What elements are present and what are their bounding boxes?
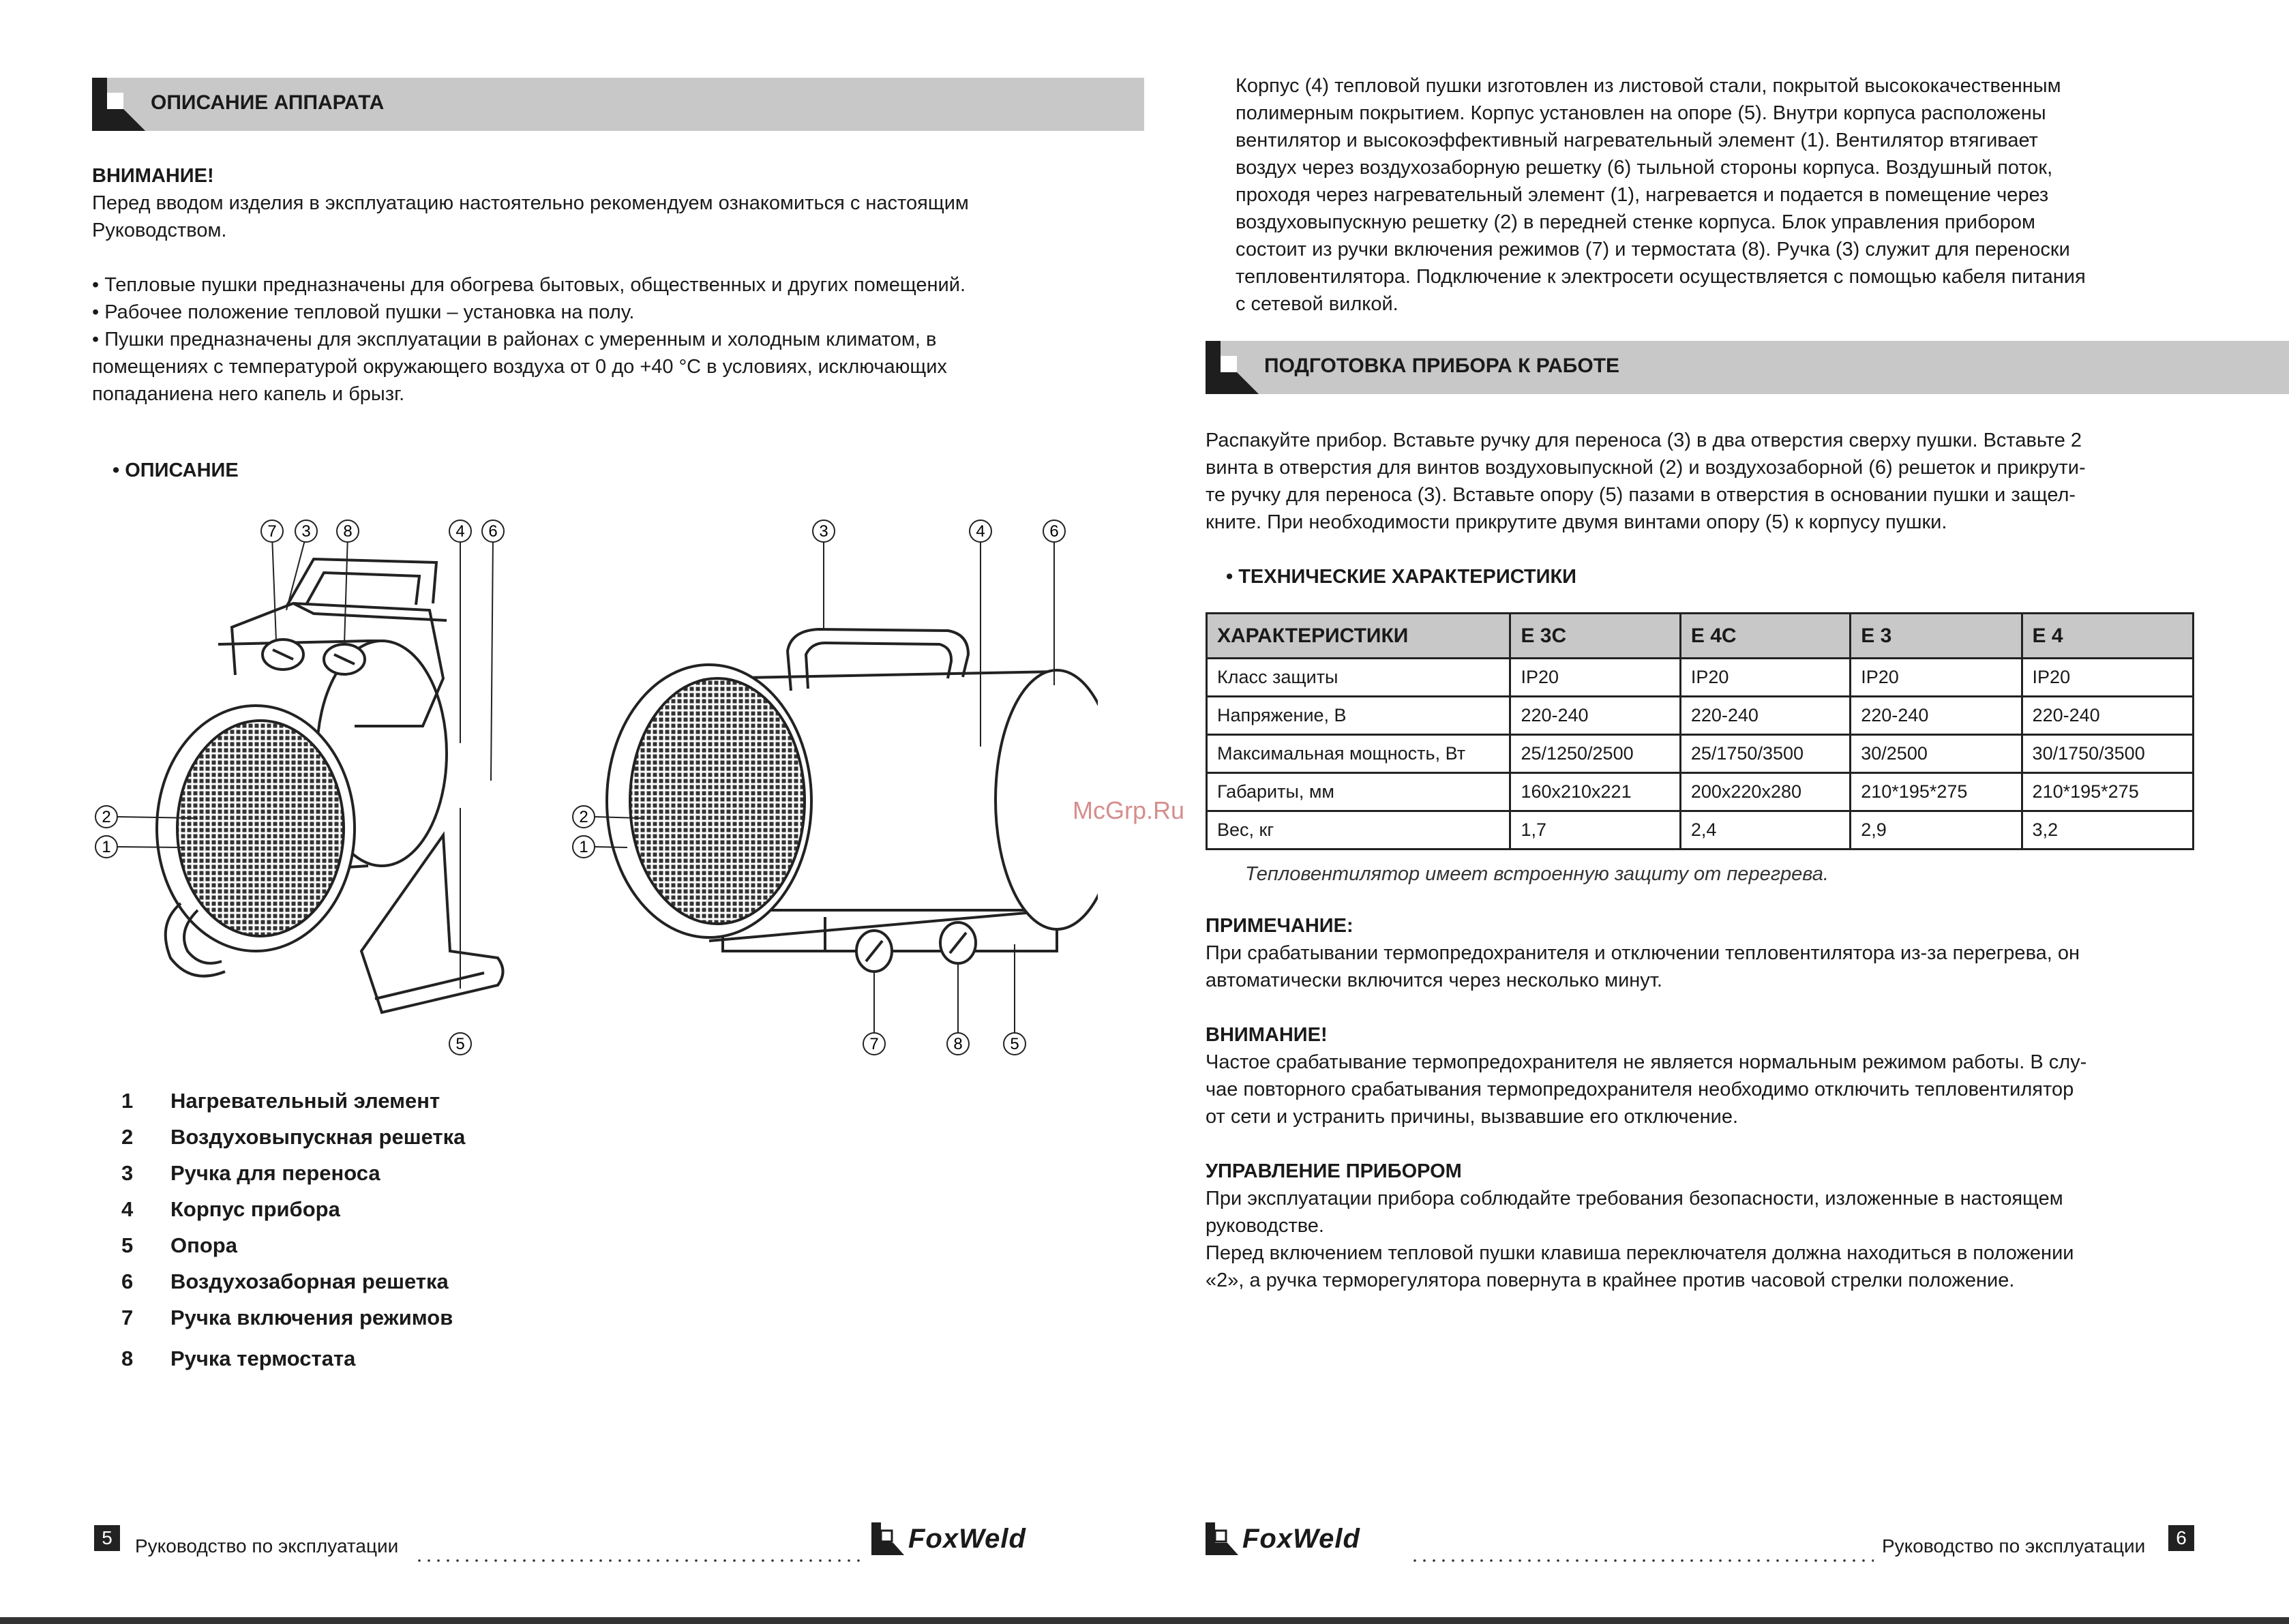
table-row: Напряжение, В 220-240 220-240 220-240 220-240: [1207, 697, 2194, 735]
svg-text:8: 8: [343, 522, 353, 541]
section-header-preparation: [1206, 341, 2289, 394]
callout-6: [482, 520, 504, 542]
heater-side-illustration: [566, 508, 1098, 1067]
callout-1: [95, 836, 117, 858]
parts-list: 1 Нагревательный элемент 2 Воздуховыпускная решетка 3 Ручка для переноса 4 Корпус прибора 5 Опора 6 Воздухозаборная решетка 7 Ручка включения режимов 8 Ручка термостата: [121, 1089, 466, 1370]
table-row: Класс защиты IP20 IP20 IP20 IP20: [1207, 659, 2194, 697]
watermark: McGrp.Ru: [1073, 796, 1185, 824]
brand-name: FoxWeld: [1242, 1524, 1360, 1554]
tech-specs-title: • ТЕХНИЧЕСКИЕ ХАРАКТЕРИСТИКИ: [1226, 566, 1577, 588]
foxweld-logo-icon: [1206, 1522, 1238, 1555]
table-header: Е 3С: [1510, 614, 1680, 659]
header-corner-icon: [1206, 341, 1259, 394]
brand-logo: [871, 1522, 1096, 1557]
callout-7: [261, 520, 283, 542]
note-title: ПРИМЕЧАНИЕ:: [1206, 915, 1353, 937]
callout-8: [337, 520, 359, 542]
callout-3: [813, 520, 835, 542]
control-title: УПРАВЛЕНИЕ ПРИБОРОМ: [1206, 1160, 1462, 1182]
warning-text: Перед вводом изделия в эксплуатацию настоятельно рекомендуем ознакомиться с настоящим Руководством.: [92, 192, 969, 241]
body-description: Корпус (4) тепловой пушки изготовлен из листовой стали, покрытой высококачественным полимерным покрытием. Корпус установлен на опоре (5). Внутри корпуса расположены вентилятор и высокоэффективный нагревательный элемент (1). Вентилятор втягивает воздух через воздухозаборную решетку (6) тыльной стороны корпуса. Воздушный поток, проходя через нагревательный элемент (1), нагревается и подается в помещение через воздуховыпускную решетку (2) в передней стенке корпуса. Блок управления прибором состоит из ручки включения режимов (7) и термостата (8). Ручка (3) служит для переноски тепловентилятора. Подключение к электросети осуществляется с помощью кабеля питания с сетевой вилкой.: [1236, 75, 2086, 315]
page-number: 5: [94, 1525, 120, 1551]
table-header: Е 3: [1851, 614, 2022, 659]
svg-text:2: 2: [579, 808, 588, 826]
svg-text:3: 3: [301, 522, 311, 541]
footer-dots: [415, 1559, 865, 1562]
callout-6: [1043, 520, 1065, 542]
table-note: Тепловентилятор имеет встроенную защиту от перегрева.: [1245, 863, 1829, 885]
warning-text: Частое срабатывание термопредохранителя не является нормальным режимом работы. В слу- чае повторного срабатывания термопредохранителя необходимо отключить тепловентилятор от сети и устранить причины, вызвавшие его отключение.: [1206, 1051, 2087, 1128]
specs-table: [1206, 612, 2194, 850]
footer-text: Руководство по эксплуатации: [1882, 1535, 2146, 1557]
footer-dots: [1410, 1559, 1874, 1562]
warning-title: ВНИМАНИЕ!: [92, 165, 214, 187]
svg-text:5: 5: [1010, 1035, 1019, 1053]
heater-front-illustration: [82, 508, 532, 1067]
svg-text:2: 2: [102, 808, 111, 826]
svg-text:5: 5: [455, 1035, 465, 1053]
preparation-text: Распакуйте прибор. Вставьте ручку для переноса (3) в два отверстия сверху пушки. Вставьте 2 винта в отверстия для винтов воздуховыпускной (2) и воздухозаборной (6) решеток и прикрути- те ручку для переноса (3). Вставьте опору (5) пазами в отверстия в основании пушки и защел- кните. При необходимости прикрутите двумя винтами опору (5) к корпусу пушки.: [1206, 430, 2086, 533]
svg-text:6: 6: [1049, 522, 1059, 541]
table-header-row: [1207, 614, 2194, 659]
svg-text:4: 4: [455, 522, 465, 541]
callout-1: [573, 836, 595, 858]
callout-2: [95, 806, 117, 828]
callout-5: [1004, 1033, 1026, 1055]
control-text: При эксплуатации прибора соблюдайте требования безопасности, изложенные в настоящем руководстве. Перед включением тепловой пушки клавиша переключателя должна находиться в положении «2», а ручка терморегулятора повернута в крайнее против часовой стрелки положение.: [1206, 1188, 2074, 1291]
svg-text:1: 1: [579, 838, 588, 856]
brand-logo: [1206, 1522, 1431, 1557]
svg-text:7: 7: [267, 522, 277, 541]
section-title: ОПИСАНИЕ АППАРАТА: [151, 91, 385, 114]
callout-3: [295, 520, 317, 542]
callout-8: [947, 1033, 969, 1055]
section-header-description: [92, 78, 1144, 131]
brand-name: FoxWeld: [908, 1524, 1026, 1554]
svg-text:6: 6: [488, 522, 498, 541]
callout-4: [449, 520, 471, 542]
table-row: Максимальная мощность, Вт 25/1250/2500 25/1750/3500 30/2500 30/1750/3500: [1207, 735, 2194, 773]
callout-4: [970, 520, 991, 542]
callout-7: [863, 1033, 885, 1055]
table-header: Е 4: [2022, 614, 2193, 659]
page-number: 6: [2168, 1525, 2194, 1551]
callout-2: [573, 806, 595, 828]
svg-text:4: 4: [976, 522, 985, 541]
svg-text:7: 7: [869, 1035, 879, 1053]
svg-text:3: 3: [819, 522, 828, 541]
page-bottom-bar: [0, 1617, 2289, 1624]
section-title: ПОДГОТОВКА ПРИБОРА К РАБОТЕ: [1264, 355, 1620, 377]
svg-text:1: 1: [102, 838, 111, 856]
footer-text: Руководство по эксплуатации: [135, 1535, 399, 1557]
description-title: • ОПИСАНИЕ: [113, 460, 239, 481]
table-row: Габариты, мм 160х210х221 200х220х280 210*195*275 210*195*275: [1207, 773, 2194, 811]
warning-title: ВНИМАНИЕ!: [1206, 1024, 1328, 1046]
note-text: При срабатывании термопредохранителя и отключении тепловентилятора из-за перегрева, он автоматически включится через несколько минут.: [1206, 942, 2080, 991]
header-corner-icon: [92, 78, 145, 131]
callout-5: [449, 1033, 471, 1055]
table-row: Вес, кг 1,7 2,4 2,9 3,2: [1207, 811, 2194, 849]
svg-text:8: 8: [953, 1035, 963, 1053]
usage-bullets: • Тепловые пушки предназначены для обогрева бытовых, общественных и других помещений. • Рабочее положение тепловой пушки – установка на полу. • Пушки предназначены для эксплуатации в районах с умеренным и холодным климатом, в помещениях с температурой окружающего воздуха от 0 до +40 °С в условиях, исключающих попаданиена него капель и брызг.: [92, 274, 966, 405]
table-header: ХАРАКТЕРИСТИКИ: [1207, 614, 1510, 659]
table-header: Е 4С: [1680, 614, 1850, 659]
foxweld-logo-icon: [871, 1522, 904, 1555]
